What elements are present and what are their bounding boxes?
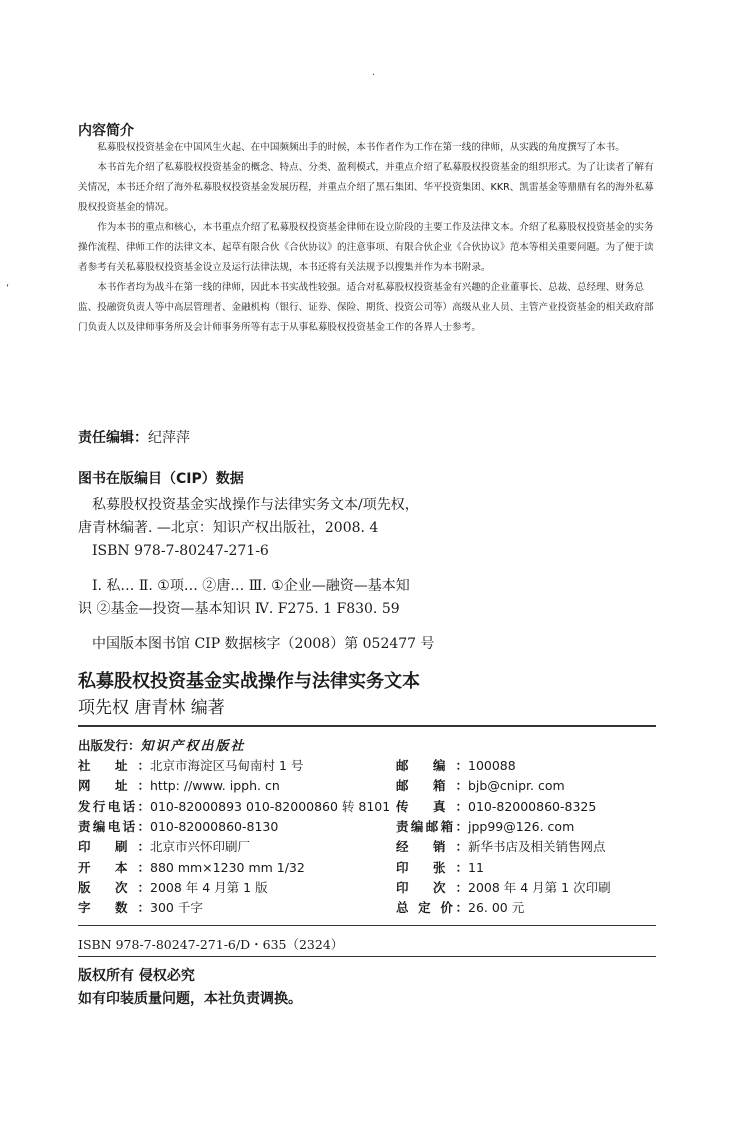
isbn-full: ISBN 978-7-80247-271-6/D・635（2324）	[78, 937, 344, 952]
left-label: 字 数：	[78, 900, 150, 916]
left-row	[78, 900, 203, 915]
left-row	[78, 819, 278, 834]
right-row	[396, 799, 596, 814]
left-label: 版 次：	[78, 879, 150, 895]
right-value: 新华书店及相关销售网点	[468, 839, 606, 855]
editor-label: 责任编辑：	[78, 430, 148, 446]
left-value: 010-82000893 010-82000860 转 8101	[150, 798, 391, 814]
left-row	[78, 839, 250, 854]
left-row	[78, 778, 280, 793]
left-value: 300 千字	[150, 900, 203, 916]
editor-name: 纪萍萍	[148, 430, 190, 446]
left-label: 印 刷：	[78, 839, 150, 855]
publisher-name: 知识产权出版社	[140, 739, 246, 754]
right-value: 2008 年 4 月第 1 次印刷	[468, 879, 611, 895]
right-value: 010-82000860-8325	[468, 798, 597, 814]
left-value: http: //www. ipph. cn	[150, 778, 280, 794]
left-row	[78, 860, 305, 875]
rights-reserved: 版权所有 侵权必究	[78, 968, 195, 984]
left-label: 社 址：	[78, 758, 150, 773]
left-label: 开 本：	[78, 859, 150, 875]
intro-heading: 内容简介	[78, 123, 134, 139]
divider	[78, 956, 656, 957]
right-label: 责编邮箱：	[396, 818, 468, 834]
right-row	[396, 778, 565, 793]
right-label: 邮 箱：	[396, 778, 468, 794]
intro-paragraph: 本书首先介绍了私募股权投资基金的概念、特点、分类、盈利模式，并重点介绍了私募股权投资基金的组织形式。为了让读者了解有关情况，本书还介绍了海外私募股权投资基金发展历程，并重点介绍了黑石集团、华平投资集团、KKR、凯雷基金等鼎鼎有名的海外私募股权投资基金的情况。	[78, 162, 654, 213]
right-row	[396, 880, 611, 895]
print-speck: ·	[372, 70, 376, 81]
left-value: 010-82000860-8130	[150, 818, 279, 834]
print-speck: ‘	[6, 283, 10, 294]
right-row	[396, 900, 524, 915]
right-label: 邮 编：	[396, 758, 468, 773]
intro-body	[78, 138, 656, 338]
left-label: 发行电话：	[78, 798, 150, 814]
right-label: 总 定 价：	[396, 900, 468, 916]
book-title: 私募股权投资基金实战操作与法律实务文本	[78, 671, 420, 692]
responsible-editor	[78, 427, 190, 447]
right-label: 印 张：	[396, 859, 468, 875]
cip-heading: 图书在版编目（CIP）数据	[78, 471, 244, 487]
right-label: 印 次：	[396, 879, 468, 895]
right-value: 11	[468, 859, 484, 875]
left-label: 责编电话：	[78, 818, 150, 834]
intro-paragraph: 私募股权投资基金在中国风生火起、在中国频频出手的时候，本书作者作为工作在第一线的律师，从实践的角度撰写了本书。	[97, 142, 625, 153]
left-value: 880 mm×1230 mm 1/32	[150, 859, 305, 875]
left-row	[78, 799, 390, 814]
left-row	[78, 758, 303, 773]
left-value: 北京市海淀区马甸南村 1 号	[150, 758, 304, 773]
right-row	[396, 819, 574, 834]
book-authors: 项先权 唐青林 编著	[78, 698, 225, 718]
cip-line: 中国版本图书馆 CIP 数据核字（2008）第 052477 号	[92, 636, 435, 652]
right-row	[396, 758, 516, 773]
cip-line: ISBN 978-7-80247-271-6	[92, 543, 269, 559]
publisher-row	[78, 738, 246, 754]
intro-paragraph: 作为本书的重点和核心，本书重点介绍了私募股权投资基金律师在设立阶段的主要工作及法律文本。介绍了私募股权投资基金的实务操作流程、律师工作的法律文本、起草有限合伙《合伙协议》的注意事项、有限合伙企业《合伙协议》范本等相关重要问题。为了便于读者参考有关私募股权投资基金设立及运行法律法规，本书还将有关法规予以搜集并作为本书附录。	[78, 222, 654, 273]
right-value: 100088	[468, 758, 516, 773]
intro-paragraph: 本书作者均为战斗在第一线的律师，因此本书实战性较强。适合对私募股权投资基金有兴趣的企业董事长、总裁、总经理、财务总监、投融资负责人等中高层管理者、金融机构（银行、证券、保险、期货、投资公司等）高级从业人员、主管产业投资基金的相关政府部门负责人以及律师事务所及会计师事务所等有志于从事私募股权投资基金工作的各界人士参考。	[78, 282, 654, 333]
cip-block	[78, 494, 638, 656]
cip-line: Ⅰ. 私… Ⅱ. ①项… ②唐… Ⅲ. ①企业—融资—基本知	[92, 578, 410, 594]
right-value: 26. 00 元	[468, 900, 525, 916]
cip-line: 识 ②基金—投资—基本知识 Ⅳ. F275. 1 F830. 59	[78, 601, 400, 617]
cip-line: 唐青林编著. —北京：知识产权出版社，2008. 4	[78, 520, 379, 536]
right-row	[396, 860, 484, 875]
left-value: 北京市兴怀印刷厂	[150, 839, 251, 855]
left-row	[78, 880, 268, 895]
right-label: 经 销：	[396, 839, 468, 855]
left-label: 网 址：	[78, 778, 150, 794]
right-row	[396, 839, 606, 854]
divider	[78, 725, 656, 727]
right-label: 传 真：	[396, 798, 468, 814]
publisher-label: 出版发行：	[78, 738, 141, 753]
divider	[78, 925, 656, 926]
right-value: bjb@cnipr. com	[468, 778, 565, 794]
quality-notice: 如有印装质量问题，本社负责调换。	[78, 991, 302, 1007]
left-value: 2008 年 4 月第 1 版	[150, 879, 268, 895]
cip-line: 私募股权投资基金实战操作与法律实务文本/项先权，	[92, 497, 419, 513]
right-value: jpp99@126. com	[468, 818, 575, 834]
